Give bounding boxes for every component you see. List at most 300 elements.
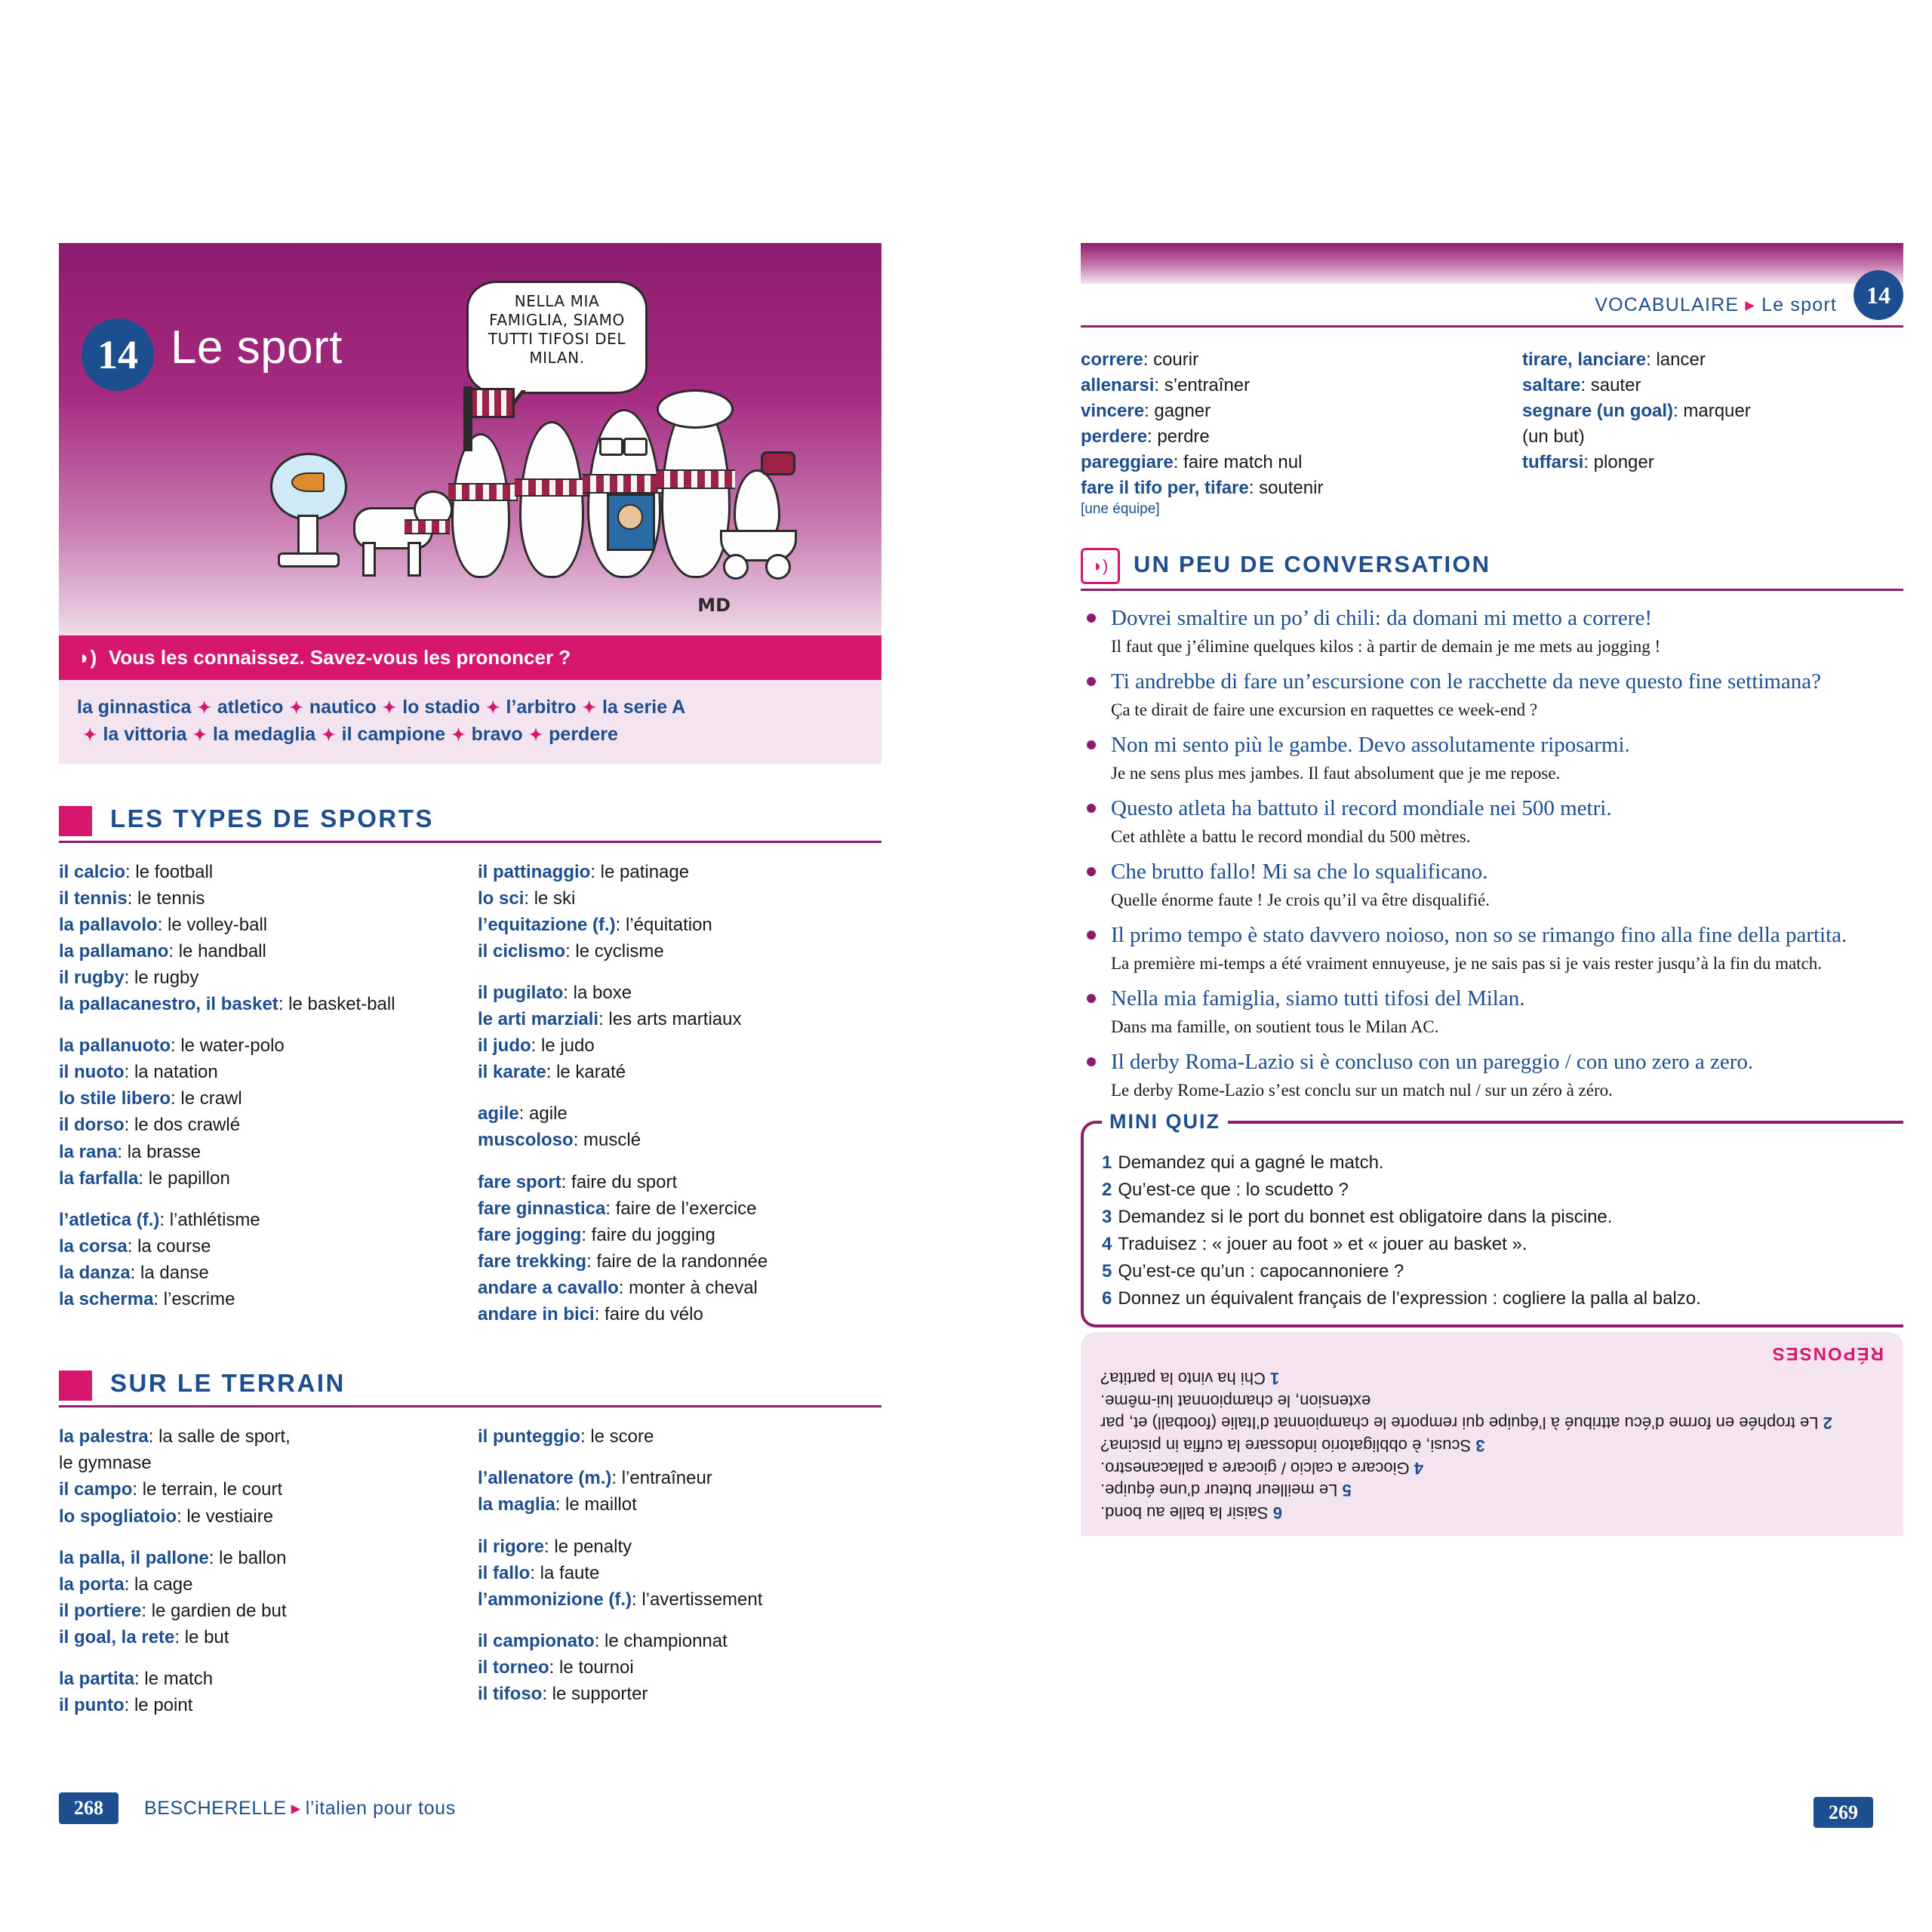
quiz-text: Qu’est-ce qu’un : capocannoniere ? <box>1118 1261 1404 1282</box>
vocab-italian: il tennis <box>59 888 128 909</box>
vocab-french: : la natation <box>124 1062 218 1083</box>
vocab-french: : le handball <box>168 940 266 961</box>
answer-number: 3 <box>1475 1436 1485 1456</box>
vocab-italian: il rigore <box>478 1536 545 1557</box>
vocab-entry <box>59 1234 455 1259</box>
vocab-italian: saltare <box>1522 375 1581 396</box>
vocab-entry <box>59 939 455 964</box>
vocab-french: : faire du vélo <box>594 1304 703 1325</box>
footer-brand: BESCHERELLE <box>144 1798 287 1819</box>
vocab-italian: la danza <box>59 1263 131 1284</box>
dog-scarf-icon <box>405 519 450 534</box>
vocab-italian: la pallamano <box>59 940 169 961</box>
vocab-entry <box>59 1260 455 1285</box>
vocab-italian: muscoloso <box>478 1130 574 1151</box>
conversation-french: Dans ma famille, on soutient tous le Milan AC. <box>1111 1017 1439 1036</box>
vocab-italian: la scherma <box>59 1289 154 1310</box>
vocab-entry <box>478 1587 866 1612</box>
vocab-entry <box>59 1287 455 1312</box>
bullet-icon <box>1087 677 1096 686</box>
vocab-entry <box>59 912 455 937</box>
answer-text: Giocare a calcio / giocare a pallacanestro. <box>1100 1458 1410 1478</box>
conversation-french: Quelle énorme faute ! Je crois qu’il va être disqualifié. <box>1111 890 1490 909</box>
vocab-entry <box>59 965 455 990</box>
supporter-figure <box>451 433 510 578</box>
vocab-french: : le maillot <box>555 1494 637 1515</box>
vocab-entry <box>478 1302 866 1327</box>
vocab-entry <box>478 1561 866 1586</box>
answer-number: 4 <box>1414 1458 1424 1478</box>
vocab-entry <box>59 1086 455 1111</box>
vocab-italian: fare jogging <box>478 1224 582 1245</box>
supporter-figure <box>519 421 584 578</box>
vocab-italian: il dorso <box>59 1115 125 1136</box>
vocab-italian: il ciclismo <box>478 940 566 961</box>
diamond-separator-icon: ✦ <box>382 698 397 717</box>
vocab-french: : la salle de sport, <box>148 1426 291 1447</box>
conversation-italian: Non mi sento più le gambe. Devo assolutamente riposarmi. <box>1111 733 1630 758</box>
vocab-entry <box>478 860 866 884</box>
vocab-french: : le match <box>134 1669 214 1690</box>
quiz-number: 3 <box>1102 1207 1112 1228</box>
section-header-types-of-sports <box>59 806 881 843</box>
quiz-text: Donnez un équivalent français de l’expression : cogliere la palla al balzo. <box>1118 1288 1701 1309</box>
vocab-entry <box>478 1196 866 1221</box>
vocab-entry <box>478 1534 866 1559</box>
vocab-entry <box>59 860 455 884</box>
speech-bubble-text: NELLA MIA FAMIGLIA, SIAMO TUTTI TIFOSI DEL MILAN. <box>488 292 626 367</box>
vocab-entry <box>1522 347 1891 373</box>
vocab-french: : faire match nul <box>1173 452 1303 473</box>
vocab-italian: il calcio <box>59 861 126 882</box>
vocab-entry <box>478 1101 866 1126</box>
vocab-italian: il tifoso <box>478 1684 543 1705</box>
vocab-french: : lancer <box>1646 349 1706 370</box>
vocab-entry <box>59 992 455 1017</box>
conversation-item <box>1081 795 1903 848</box>
conversation-item <box>1081 1048 1903 1101</box>
stroller-wheel-icon <box>765 554 791 580</box>
vocab-french: : agile <box>518 1103 568 1124</box>
quiz-item <box>1102 1177 1888 1204</box>
vocab-french: : l’entraîneur <box>611 1468 712 1489</box>
vocab-italian: lo stile libero <box>59 1088 171 1109</box>
spacer <box>478 1519 866 1534</box>
vocab-entry <box>478 886 866 911</box>
vocab-entry <box>1522 398 1891 424</box>
vocab-italian: il campo <box>59 1479 133 1500</box>
vocab-italian: la maglia <box>478 1494 555 1515</box>
vocab-french: : le cyclisme <box>565 940 664 961</box>
flag-pole-icon <box>463 386 472 451</box>
quiz-number: 2 <box>1102 1180 1112 1201</box>
conversation-title: UN PEU DE CONVERSATION <box>1134 551 1491 578</box>
vocab-entry <box>59 1477 455 1502</box>
vocab-italian: il campionato <box>478 1630 595 1651</box>
vocab-french: : s’entraîner <box>1154 375 1251 396</box>
illustration-supporters <box>270 394 738 620</box>
vocab-french: : faire du sport <box>561 1171 678 1192</box>
verbs-col-left <box>1081 347 1492 518</box>
vocab-entry <box>59 1625 455 1650</box>
vocab-italian: la corsa <box>59 1235 128 1257</box>
conversation-french: Je ne sens plus mes jambes. Il faut absolument que je me repose. <box>1111 763 1561 783</box>
vocab-italian: il judo <box>478 1035 531 1057</box>
right-page-footer <box>1814 1801 1873 1824</box>
audio-icon[interactable]: ◗) <box>78 646 97 669</box>
vocab-french: : le football <box>125 861 214 882</box>
vocab-entry <box>478 1275 866 1300</box>
vocab-entry <box>59 1598 455 1623</box>
top-gradient-band <box>1081 243 1903 284</box>
left-page <box>59 243 881 1716</box>
vocab-french: : soutenir <box>1248 478 1324 499</box>
conversation-italian: Dovrei smaltire un po’ di chili: da domani mi metto a correre! <box>1111 606 1652 631</box>
vocab-french: le gymnase <box>59 1453 152 1474</box>
vocab-entry-cont <box>1522 424 1891 450</box>
diamond-separator-icon: ✦ <box>451 725 466 745</box>
vocab-italian: l’equitazione (f.) <box>478 914 616 935</box>
conversation-italian: Il primo tempo è stato davvero noioso, non so se rimango fino alla fine della partita. <box>1111 923 1847 948</box>
page-number-right: 269 <box>1814 1797 1873 1828</box>
answer-item <box>1100 1389 1884 1434</box>
bullet-icon <box>1087 740 1096 749</box>
footer-label <box>144 1797 456 1820</box>
spacer <box>478 1614 866 1629</box>
answer-item <box>1100 1367 1884 1389</box>
quiz-item <box>1102 1204 1888 1231</box>
conversation-item <box>1081 858 1903 911</box>
vocab-french: : musclé <box>573 1130 641 1151</box>
vocab-italian: segnare (un goal) <box>1522 401 1674 422</box>
vocab-italian: lo sci <box>478 888 525 909</box>
vocab-french: (un but) <box>1522 426 1585 448</box>
vocab-italian: fare il tifo per, tifare <box>1081 478 1249 499</box>
types-of-sports-col-left <box>59 860 470 1329</box>
conversation-item <box>1081 921 1903 974</box>
pronounce-word-list <box>59 680 881 764</box>
vocab-italian: andare a cavallo <box>478 1278 619 1299</box>
vocab-entry <box>59 1060 455 1084</box>
vocab-entry <box>478 1629 866 1654</box>
answer-item <box>1100 1502 1884 1524</box>
pronounce-word: l’arbitro <box>506 697 577 718</box>
vocab-italian: tuffarsi <box>1522 452 1584 473</box>
vocab-french: : la brasse <box>117 1141 202 1162</box>
vocab-entry <box>1081 373 1480 398</box>
vocab-french: : le championnat <box>594 1630 728 1651</box>
vocab-entry <box>478 939 866 964</box>
vocab-french: : le water-polo <box>171 1035 285 1057</box>
pronounce-word: il campione <box>341 724 446 746</box>
quiz-text: Demandez qui a gagné le match. <box>1118 1152 1384 1174</box>
vocab-italian: la palla, il pallone <box>59 1547 209 1568</box>
quiz-item <box>1102 1149 1888 1177</box>
vocab-italian: il pattinaggio <box>478 861 591 882</box>
vocab-entry <box>1522 450 1891 475</box>
vocab-french: : le point <box>124 1695 193 1716</box>
quiz-text: Traduisez : « jouer au foot » et « jouer au basket ». <box>1118 1234 1527 1255</box>
pronounce-word: la serie A <box>601 697 686 718</box>
pronounce-word: nautico <box>309 697 377 718</box>
vocab-entry <box>59 1546 455 1571</box>
vocab-entry <box>59 1033 455 1058</box>
vocab-entry <box>59 1166 455 1191</box>
vocab-italian: il punto <box>59 1695 125 1716</box>
answer-item <box>1100 1457 1884 1479</box>
left-page-footer <box>59 1792 456 1824</box>
flag-icon <box>468 388 515 418</box>
spacer <box>59 1018 455 1033</box>
quiz-text: Qu’est-ce que : lo scudetto ? <box>1118 1180 1349 1201</box>
supporter-scarf <box>583 474 664 494</box>
vocab-french: : faire du jogging <box>581 1224 715 1245</box>
vocab-entry <box>478 1170 866 1195</box>
pronounce-word: atletico <box>217 697 284 718</box>
vocab-french: : la cage <box>124 1574 193 1595</box>
vocab-italian: il goal, la rete <box>59 1627 175 1648</box>
vocab-italian: l’ammonizione (f.) <box>478 1589 632 1610</box>
artist-signature: MD <box>697 595 731 616</box>
conversation-item <box>1081 668 1903 721</box>
vocab-french: : le judo <box>531 1035 595 1057</box>
vocab-entry <box>1081 475 1480 501</box>
vocab-french: : gagner <box>1144 401 1211 422</box>
answer-text: Saisir la balle au bond. <box>1100 1503 1269 1523</box>
glasses-icon <box>599 438 623 456</box>
vocab-entry <box>59 1693 455 1718</box>
pronounce-word: la medaglia <box>213 724 316 746</box>
vocab-entry <box>478 1033 866 1058</box>
vocab-french: : le dos crawlé <box>124 1115 241 1136</box>
conversation-french: Cet athlète a battu le record mondial du 500 mètres. <box>1111 826 1471 846</box>
vocab-french: : le vestiaire <box>177 1506 274 1527</box>
answer-text: Chi ha vinto la partita? <box>1100 1369 1266 1389</box>
vocab-italian: il nuoto <box>59 1062 125 1083</box>
vocab-french: : monter à cheval <box>618 1278 758 1299</box>
page-number-left: 268 <box>59 1792 118 1824</box>
vocab-french: : faire de l’exercice <box>605 1198 757 1219</box>
answer-number: 5 <box>1342 1481 1352 1500</box>
conversation-list <box>1081 605 1903 1101</box>
running-head-category: VOCABULAIRE <box>1595 294 1740 315</box>
vocab-italian: tirare, lanciare <box>1522 349 1647 370</box>
sur-le-terrain-col-right <box>470 1424 881 1719</box>
diamond-separator-icon: ✦ <box>528 725 543 745</box>
bullet-icon <box>1087 614 1096 623</box>
quiz-number: 6 <box>1102 1288 1112 1309</box>
vocab-italian: fare sport <box>478 1171 561 1192</box>
vocab-french: : le terrain, le court <box>132 1479 283 1500</box>
vocab-italian: la pallacanestro, il basket <box>59 994 278 1015</box>
quiz-number: 4 <box>1102 1234 1112 1255</box>
types-of-sports-columns <box>59 860 881 1329</box>
conversation-item <box>1081 605 1903 657</box>
diamond-separator-icon: ✦ <box>582 698 596 717</box>
section-header-sur-le-terrain <box>59 1371 881 1407</box>
conversation-french: Il faut que j’élimine quelques kilos : à partir de demain je me mets au jogging ! <box>1111 636 1661 656</box>
vocab-entry <box>478 1492 866 1517</box>
glasses-icon <box>623 438 648 456</box>
vocab-entry <box>59 1208 455 1232</box>
vocab-french: : courir <box>1143 349 1199 370</box>
vocab-entry <box>1522 373 1891 398</box>
quiz-item <box>1102 1258 1888 1285</box>
vocab-entry <box>478 1466 866 1491</box>
quiz-item <box>1102 1231 1888 1258</box>
answer-text: Le meilleur buteur d’une équipe. <box>1100 1481 1338 1500</box>
answers-box <box>1081 1332 1903 1536</box>
answers-title: RÉPONSES <box>1770 1343 1884 1364</box>
diamond-separator-icon: ✦ <box>289 698 303 717</box>
mini-quiz-title: MINI QUIZ <box>1102 1110 1228 1134</box>
spacer <box>59 1651 455 1666</box>
section-title: LES TYPES DE SPORTS <box>110 804 434 832</box>
vocab-french: : faire de la randonnée <box>586 1251 768 1272</box>
spacer <box>478 1451 866 1466</box>
vocab-entry <box>478 912 866 937</box>
types-of-sports-col-right <box>470 860 881 1329</box>
mini-quiz-box <box>1081 1110 1903 1327</box>
chapter-number-badge: 14 <box>82 318 154 391</box>
arrow-icon: ▸ <box>1745 294 1756 315</box>
vocab-french: : le score <box>580 1426 654 1447</box>
vocab-french: : la faute <box>530 1562 600 1583</box>
vocab-italian: fare trekking <box>478 1251 587 1272</box>
vocab-entry <box>59 1424 455 1449</box>
vocab-french: : le crawl <box>171 1088 242 1109</box>
vocab-french: : le rugby <box>124 967 199 988</box>
vocab-french: : le patinage <box>590 861 690 882</box>
bullet-icon <box>1087 994 1096 1003</box>
curly-hair-icon <box>657 389 734 429</box>
vocab-entry <box>59 1504 455 1529</box>
answer-number: 2 <box>1823 1414 1832 1433</box>
vocab-french: : le basket-ball <box>278 994 395 1015</box>
vocab-french: : l’athlétisme <box>159 1209 260 1230</box>
answer-number: 6 <box>1272 1503 1282 1523</box>
vocab-italian: la porta <box>59 1574 125 1595</box>
running-head-section: Le sport <box>1761 294 1837 315</box>
vocab-italian: la palestra <box>59 1426 149 1447</box>
diamond-separator-icon: ✦ <box>197 698 211 717</box>
vocab-french: : la boxe <box>563 982 632 1003</box>
section-title: SUR LE TERRAIN <box>110 1369 346 1398</box>
spacer <box>59 1192 455 1208</box>
pronounce-word: la vittoria <box>103 724 187 746</box>
mini-quiz-list <box>1084 1124 1903 1312</box>
vocab-italian: fare ginnastica <box>478 1198 606 1219</box>
vocab-french: : les arts martiaux <box>598 1009 742 1030</box>
stroller-wheel-icon <box>723 554 749 580</box>
vocab-entry <box>59 886 455 911</box>
running-head-text <box>1595 294 1837 316</box>
vocab-entry <box>1081 450 1480 475</box>
vocab-french: : le tournoi <box>549 1657 634 1678</box>
vocab-entry <box>478 1681 866 1706</box>
audio-icon[interactable]: ◗) <box>1081 548 1120 584</box>
pinwheel-icon <box>761 451 795 475</box>
placard-face-icon <box>617 504 643 530</box>
dog-leg-icon <box>362 542 376 577</box>
diamond-separator-icon: ✦ <box>486 698 500 717</box>
vocab-italian: pareggiare <box>1081 452 1174 473</box>
vocab-entry-cont <box>59 1451 455 1475</box>
bullet-icon <box>1087 1057 1096 1066</box>
pronounce-word: bravo <box>471 724 523 746</box>
speech-bubble <box>466 281 648 394</box>
vocab-french: : perdre <box>1147 426 1210 448</box>
vocab-french: : le ballon <box>208 1547 287 1568</box>
conversation-italian: Nella mia famiglia, siamo tutti tifosi del Milan. <box>1111 986 1525 1011</box>
diamond-separator-icon: ✦ <box>321 725 336 745</box>
answer-number: 1 <box>1270 1369 1280 1389</box>
vocab-french: : plonger <box>1583 452 1654 473</box>
vocab-french: : le ski <box>524 888 576 909</box>
conversation-french: Ça te dirait de faire une excursion en raquettes ce week-end ? <box>1111 700 1538 719</box>
conversation-french: La première mi-temps a été vraiment ennuyeuse, je ne sais pas si je vais rester jusqu’à la fin du match. <box>1111 953 1823 973</box>
pronounce-bar <box>59 635 881 680</box>
vocab-italian: correre <box>1081 349 1143 370</box>
vocab-entry <box>1081 347 1480 373</box>
vocab-italian: andare in bici <box>478 1304 595 1325</box>
vocab-italian: il rugby <box>59 967 125 988</box>
conversation-french: Le derby Rome-Lazio s’est conclu sur un match nul / sur un zéro à zéro. <box>1111 1080 1613 1100</box>
vocab-italian: il pugilato <box>478 982 564 1003</box>
fish-icon <box>291 472 325 492</box>
vocab-french: : l’avertissement <box>632 1589 763 1610</box>
vocab-entry <box>478 1249 866 1274</box>
vocab-french: : le tennis <box>127 888 205 909</box>
diamond-separator-icon: ✦ <box>192 725 208 745</box>
vocab-french: : le karaté <box>546 1062 626 1083</box>
spacer <box>478 965 866 980</box>
quiz-number: 1 <box>1102 1152 1112 1174</box>
vocab-italian: allenarsi <box>1081 375 1155 396</box>
vocab-entry <box>478 1424 866 1449</box>
answer-text: Scusi, è obbligatorio indossare la cuffia in piscina? <box>1100 1436 1472 1456</box>
supporter-scarf <box>657 469 735 489</box>
vocab-french: : le papillon <box>138 1168 230 1189</box>
vocab-french: : sauter <box>1580 375 1641 396</box>
vocab-italian: il punteggio <box>478 1426 580 1447</box>
vocab-entry <box>1081 424 1480 450</box>
arrow-icon: ▸ <box>291 1798 301 1819</box>
verbs-col-right <box>1492 347 1903 518</box>
vocab-french: : le penalty <box>544 1536 632 1557</box>
chapter-hero <box>59 243 881 635</box>
supporter-scarf <box>448 483 518 501</box>
vocab-italian: l’atletica (f.) <box>59 1209 160 1230</box>
verbs-columns <box>1081 347 1903 518</box>
dog-leg-icon <box>408 542 421 577</box>
vocab-italian: le arti marziali <box>478 1009 599 1030</box>
bullet-icon <box>1087 867 1096 876</box>
diamond-separator-icon: ✦ <box>83 725 97 745</box>
right-page <box>1081 243 1903 1692</box>
vocab-french: : le supporter <box>542 1684 648 1705</box>
vocab-entry <box>59 1572 455 1597</box>
vocab-italian: la rana <box>59 1141 118 1162</box>
spacer <box>478 1155 866 1170</box>
vocab-entry <box>478 980 866 1005</box>
spacer <box>478 1086 866 1101</box>
spacer <box>59 1531 455 1546</box>
vocab-note: [une équipe] <box>1081 501 1160 518</box>
vocab-italian: la farfalla <box>59 1168 139 1189</box>
pronounce-word: perdere <box>549 724 618 746</box>
bullet-icon <box>1087 804 1096 813</box>
